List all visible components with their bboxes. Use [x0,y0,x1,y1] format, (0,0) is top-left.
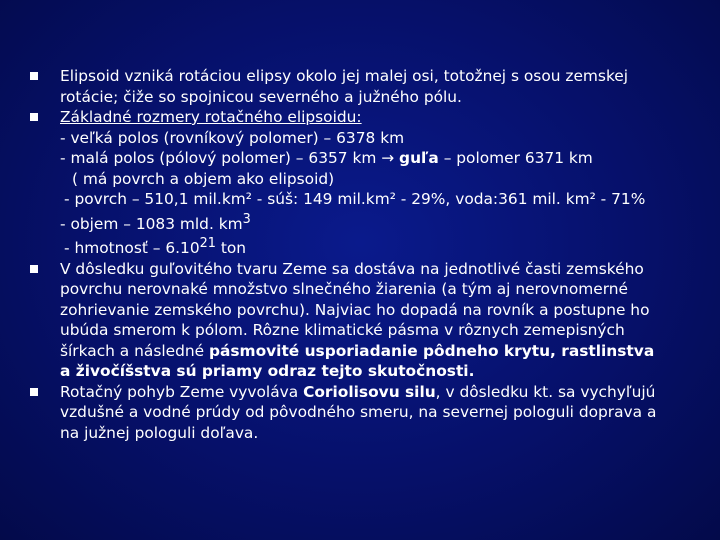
text-line: ubúda smerom k pólom. Rôzne klimatické pásma v rôznych zemepisných [60,321,625,340]
bullet-radiation [30,259,696,382]
coriolis-term: Coriolisovu silu [303,382,436,401]
text-line: Rotačný pohyb Zeme vyvoláva Coriolisovu silu, v dôsledku kt. sa vychyľujú [60,382,656,401]
square-bullet-icon [30,72,38,80]
slide-content [30,66,696,443]
square-bullet-icon [30,265,38,273]
text-line: Elipsoid vzniká rotáciou elipsy okolo jej malej osi, totožnej s osou zemskej [60,67,629,85]
text-line: - povrch – 510,1 mil.km² - súš: 149 mil.km² - 29%, voda:361 mil. km² - 71% [64,190,646,208]
text-line: šírkach a následné pásmovité usporiadanie pôdneho krytu, rastlinstva [60,341,655,360]
bullet-dimensions [30,107,696,259]
square-bullet-icon [30,388,38,396]
sphere-term: guľa [399,149,439,167]
text-line: zohrievanie zemského povrchu). Najviac ho dopadá na rovník a postupne ho [60,300,650,319]
bullet-coriolis [30,382,696,444]
text-line: povrchu nerovnaké množstvo slnečného žiarenia (a tým aj nerovnomerné [60,280,628,299]
text-line: V dôsledku guľovitého tvaru Zeme sa dostáva na jednotlivé časti zemského [60,259,644,278]
text-line: vzdušné a vodné prúdy od pôvodného smeru, na severnej pologuli doprava a [60,403,657,422]
text-line: - malá polos (pólový polomer) – 6357 km → guľa – polomer 6371 km [60,149,593,167]
text-line: na južnej pologuli doľava. [60,423,259,442]
text-line: rotácie; čiže so spojnicou severného a južného pólu. [60,87,462,106]
square-bullet-icon [30,113,38,121]
text-line: - hmotnosť – 6.10$^{21}$ ton [64,236,247,258]
text-line: a živočíšstva sú priamy odraz tejto skutočnosti. [60,362,475,381]
bullet-ellipsoid [30,66,696,107]
text-line: - veľká polos (rovníkový polomer) – 6378 km [60,128,405,147]
dimensions-heading: Základné rozmery rotačného elipsoidu: [60,108,362,126]
text-line: - objem – 1083 mld. $km^3$ [60,211,251,233]
text-line: ( má povrch a objem ako elipsoid) [72,169,335,188]
